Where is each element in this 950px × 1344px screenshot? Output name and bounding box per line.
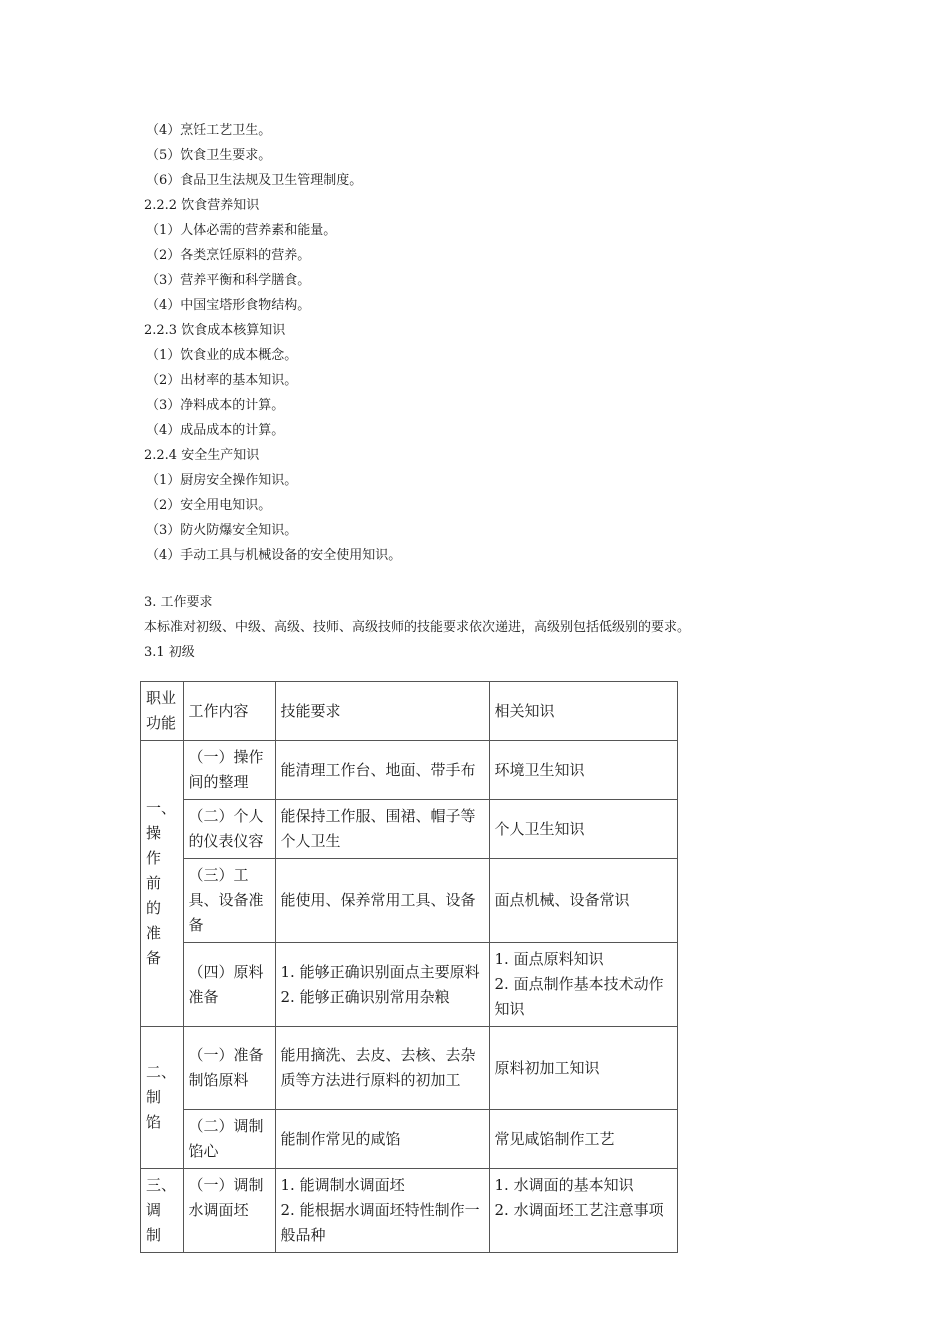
knowledge-cell: 面点机械、设备常识 [489, 859, 677, 943]
list-item: （4）手动工具与机械设备的安全使用知识。 [146, 548, 402, 563]
list-item: （2）出材率的基本知识。 [146, 373, 298, 388]
function-cell: 二、制馅 [141, 1027, 184, 1169]
content-cell: （三）工具、设备准备 [183, 859, 275, 943]
content-cell: （二）调制馅心 [183, 1110, 275, 1169]
section-3-intro: 本标准对初级、中级、高级、技师、高级技师的技能要求依次递进，高级别包括低级别的要求。 [144, 620, 691, 635]
function-cell: 一、操作前的准备 [141, 741, 184, 1027]
list-item: （1）饮食业的成本概念。 [146, 348, 298, 363]
list-item: （2）各类烹饪原料的营养。 [146, 248, 311, 263]
table-row [141, 1169, 678, 1253]
header-function: 职业功能 [141, 682, 184, 741]
skill-cell: 能用摘洗、去皮、去核、去杂质等方法进行原料的初加工 [275, 1027, 489, 1110]
content-cell: （二）个人的仪表仪容 [183, 800, 275, 859]
table-row [141, 943, 678, 1027]
section-heading: 2.2.3 饮食成本核算知识 [144, 323, 286, 338]
knowledge-cell: 原料初加工知识 [489, 1027, 677, 1110]
skill-cell: 能清理工作台、地面、带手布 [275, 741, 489, 800]
function-cell: 三、调制 [141, 1169, 184, 1253]
knowledge-cell: 常见咸馅制作工艺 [489, 1110, 677, 1169]
table-row [141, 859, 678, 943]
list-item: （3）防火防爆安全知识。 [146, 523, 298, 538]
skill-cell: 1. 能够正确识别面点主要原料 2. 能够正确识别常用杂粮 [275, 943, 489, 1027]
content-cell: （一）准备制馅原料 [183, 1027, 275, 1110]
content-cell: （一）调制水调面坯 [183, 1169, 275, 1253]
section-heading: 2.2.4 安全生产知识 [144, 448, 260, 463]
table-row [141, 800, 678, 859]
skill-cell: 能保持工作服、围裙、帽子等个人卫生 [275, 800, 489, 859]
header-content: 工作内容 [183, 682, 275, 741]
list-item: （1）厨房安全操作知识。 [146, 473, 298, 488]
table-row [141, 1110, 678, 1169]
requirements-table [140, 681, 678, 1253]
table-header-row [141, 682, 678, 741]
header-knowledge: 相关知识 [489, 682, 677, 741]
section-heading: 2.2.2 饮食营养知识 [144, 198, 260, 213]
list-item: （4）烹饪工艺卫生。 [146, 123, 272, 138]
section-3-1-title: 3.1 初级 [144, 645, 195, 660]
knowledge-cell: 1. 水调面的基本知识 2. 水调面坯工艺注意事项 [489, 1169, 677, 1253]
knowledge-cell: 个人卫生知识 [489, 800, 677, 859]
skill-cell: 1. 能调制水调面坯 2. 能根据水调面坯特性制作一般品种 [275, 1169, 489, 1253]
list-item: （5）饮食卫生要求。 [146, 148, 272, 163]
skill-cell: 能使用、保养常用工具、设备 [275, 859, 489, 943]
section-3-title: 3. 工作要求 [144, 595, 213, 610]
table-row [141, 1027, 678, 1110]
list-item: （3）营养平衡和科学膳食。 [146, 273, 311, 288]
list-item: （4）中国宝塔形食物结构。 [146, 298, 311, 313]
content-cell: （一）操作间的整理 [183, 741, 275, 800]
skill-cell: 能制作常见的咸馅 [275, 1110, 489, 1169]
knowledge-cell: 1. 面点原料知识 2. 面点制作基本技术动作知识 [489, 943, 677, 1027]
list-item: （2）安全用电知识。 [146, 498, 272, 513]
document-body [146, 118, 846, 665]
list-item: （6）食品卫生法规及卫生管理制度。 [146, 173, 363, 188]
table-row [141, 741, 678, 800]
list-item: （4）成品成本的计算。 [146, 423, 285, 438]
list-item: （1）人体必需的营养素和能量。 [146, 223, 337, 238]
list-item: （3）净料成本的计算。 [146, 398, 285, 413]
knowledge-cell: 环境卫生知识 [489, 741, 677, 800]
header-skill: 技能要求 [275, 682, 489, 741]
content-cell: （四）原料准备 [183, 943, 275, 1027]
